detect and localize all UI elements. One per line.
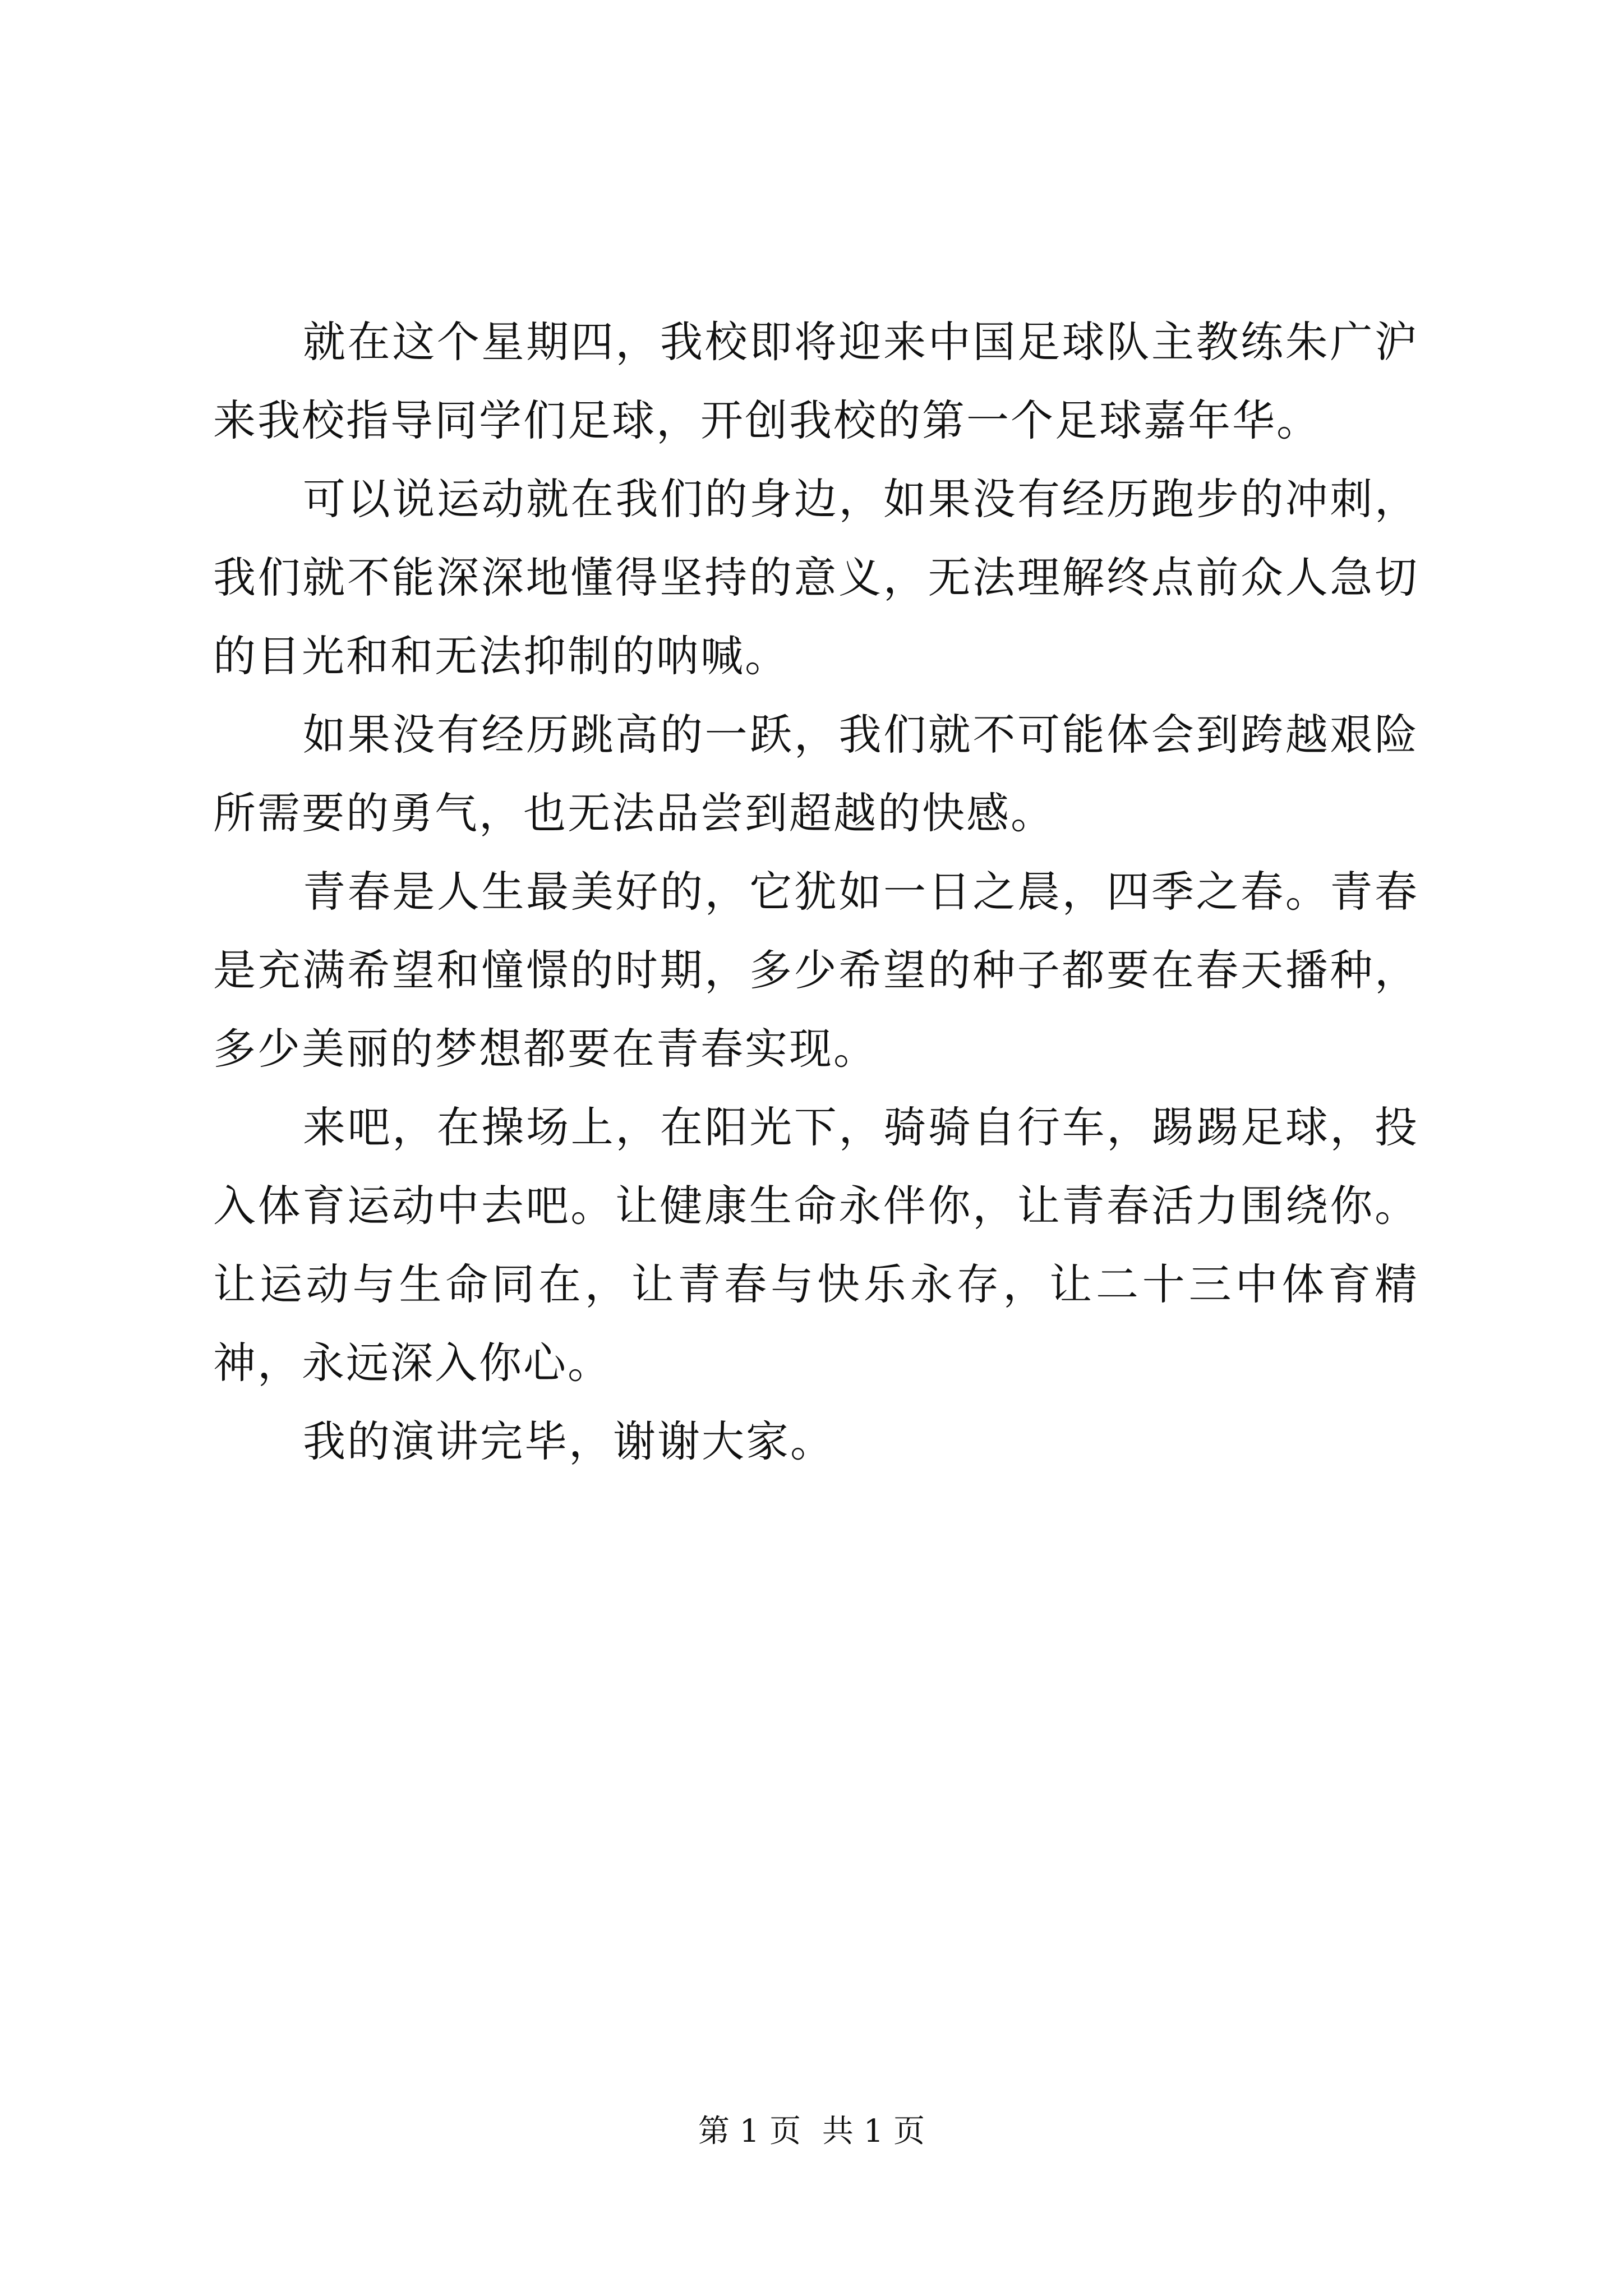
paragraph: 来吧，在操场上，在阳光下，骑骑自行车，踢踢足球，投入体育运动中去吧。让健康生命永伴你，让青春活力围绕你。让运动与生命同在，让青春与快乐永存，让二十三中体育精神，永远深入你心。 — [213, 1102, 1419, 1388]
paragraph: 就在这个星期四，我校即将迎来中国足球队主教练朱广沪来我校指导同学们足球，开创我校的第一个足球嘉年华。 — [213, 317, 1419, 445]
paragraph: 如果没有经历跳高的一跃，我们就不可能体会到跨越艰险所需要的勇气，也无法品尝到超越的快感。 — [213, 710, 1419, 838]
page-total: 共 1 页 — [822, 2113, 925, 2150]
paragraph: 我的演讲完毕，谢谢大家。 — [303, 1416, 834, 1466]
paragraph: 可以说运动就在我们的身边，如果没有经历跑步的冲刺，我们就不能深深地懂得坚持的意义，无法理解终点前众人急切的目光和和无法抑制的呐喊。 — [213, 474, 1419, 681]
page-footer — [0, 2109, 1623, 2154]
document-body — [213, 303, 1419, 1481]
paragraph: 青春是人生最美好的，它犹如一日之晨，四季之春。青春是充满希望和憧憬的时期，多少希望的种子都要在春天播种，多少美丽的梦想都要在青春实现。 — [213, 867, 1419, 1074]
page-number: 第 1 页 — [698, 2113, 801, 2150]
